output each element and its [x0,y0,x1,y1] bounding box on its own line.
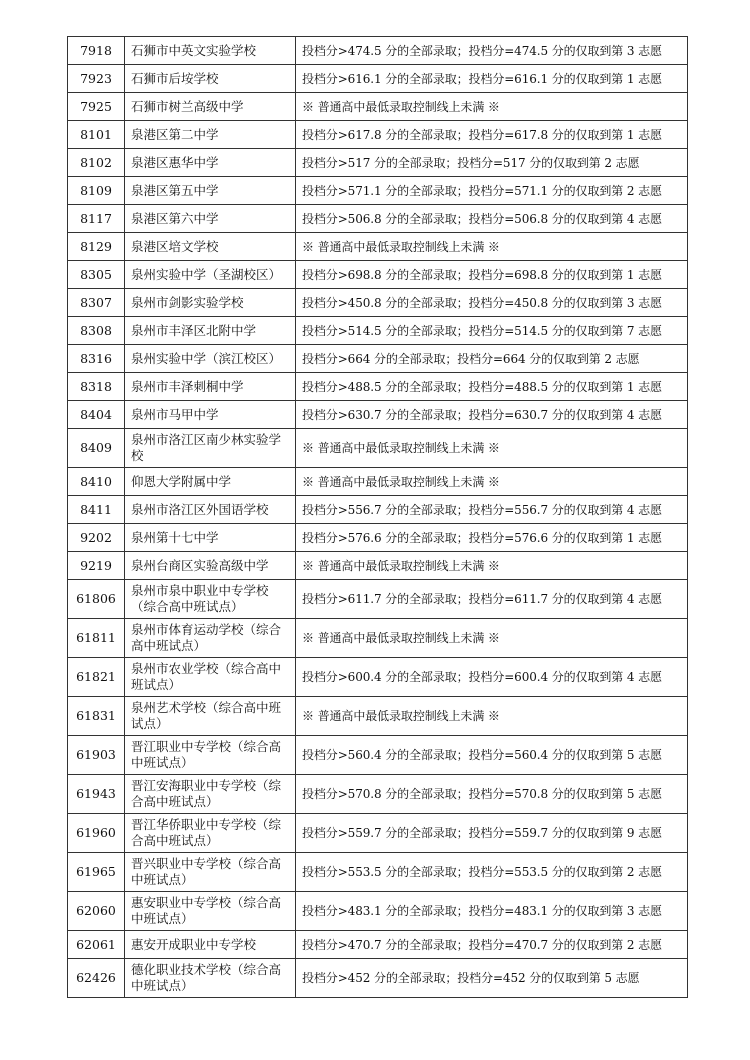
table-row [68,524,688,552]
school-name: 泉港区第六中学 [125,205,296,233]
school-name: 惠安职业中专学校（综合高中班试点） [125,892,296,931]
table-row [68,233,688,261]
school-name: 泉州实验中学（圣湖校区） [125,261,296,289]
table-row [68,317,688,345]
school-code: 8404 [68,401,125,429]
admission-rule: ※ 普通高中最低录取控制线上未满 ※ [296,619,688,658]
table-row [68,892,688,931]
admission-rule: 投档分>483.1 分的全部录取；投档分=483.1 分的仅取到第 3 志愿 [296,892,688,931]
school-code: 9202 [68,524,125,552]
table-row [68,736,688,775]
table-row [68,401,688,429]
school-name: 泉港区培文学校 [125,233,296,261]
table-row [68,697,688,736]
school-name: 石狮市中英文实验学校 [125,37,296,65]
table-row [68,814,688,853]
school-code: 61831 [68,697,125,736]
admission-rule: 投档分>600.4 分的全部录取；投档分=600.4 分的仅取到第 4 志愿 [296,658,688,697]
school-code: 61903 [68,736,125,775]
table-row [68,853,688,892]
school-name: 泉州市丰泽刺桐中学 [125,373,296,401]
school-code: 8109 [68,177,125,205]
table-row [68,37,688,65]
school-code: 8102 [68,149,125,177]
table-row [68,619,688,658]
admission-rule: 投档分>630.7 分的全部录取；投档分=630.7 分的仅取到第 4 志愿 [296,401,688,429]
school-name: 泉州市丰泽区北附中学 [125,317,296,345]
school-code: 9219 [68,552,125,580]
table-row [68,205,688,233]
school-code: 61965 [68,853,125,892]
table-row [68,580,688,619]
table-row [68,93,688,121]
table-row [68,177,688,205]
school-code: 62426 [68,959,125,998]
admission-rule: 投档分>664 分的全部录取；投档分=664 分的仅取到第 2 志愿 [296,345,688,373]
school-name: 泉港区惠华中学 [125,149,296,177]
admission-rule: 投档分>474.5 分的全部录取；投档分=474.5 分的仅取到第 3 志愿 [296,37,688,65]
admission-rule: ※ 普通高中最低录取控制线上未满 ※ [296,93,688,121]
school-code: 8308 [68,317,125,345]
school-code: 7918 [68,37,125,65]
admission-rule: 投档分>517 分的全部录取；投档分=517 分的仅取到第 2 志愿 [296,149,688,177]
admission-rule: ※ 普通高中最低录取控制线上未满 ※ [296,429,688,468]
school-name: 泉州市体育运动学校（综合高中班试点） [125,619,296,658]
admission-rule: 投档分>506.8 分的全部录取；投档分=506.8 分的仅取到第 4 志愿 [296,205,688,233]
school-name: 泉州市洛江区南少林实验学校 [125,429,296,468]
school-code: 8307 [68,289,125,317]
table-row [68,373,688,401]
admission-rule: 投档分>698.8 分的全部录取；投档分=698.8 分的仅取到第 1 志愿 [296,261,688,289]
school-code: 8316 [68,345,125,373]
school-code: 8318 [68,373,125,401]
admission-rule: 投档分>616.1 分的全部录取；投档分=616.1 分的仅取到第 1 志愿 [296,65,688,93]
table-row [68,261,688,289]
admission-rule: 投档分>559.7 分的全部录取；投档分=559.7 分的仅取到第 9 志愿 [296,814,688,853]
table-row [68,496,688,524]
admission-rule: 投档分>470.7 分的全部录取；投档分=470.7 分的仅取到第 2 志愿 [296,931,688,959]
admission-rule: 投档分>553.5 分的全部录取；投档分=553.5 分的仅取到第 2 志愿 [296,853,688,892]
admission-rule: 投档分>452 分的全部录取；投档分=452 分的仅取到第 5 志愿 [296,959,688,998]
admission-rule: 投档分>450.8 分的全部录取；投档分=450.8 分的仅取到第 3 志愿 [296,289,688,317]
school-code: 7923 [68,65,125,93]
school-name: 晋江华侨职业中专学校（综合高中班试点） [125,814,296,853]
table-row [68,429,688,468]
table-row [68,658,688,697]
school-code: 8305 [68,261,125,289]
school-name: 泉港区第二中学 [125,121,296,149]
admission-rule: ※ 普通高中最低录取控制线上未满 ※ [296,468,688,496]
school-name: 泉州艺术学校（综合高中班试点） [125,697,296,736]
school-name: 晋江安海职业中专学校（综合高中班试点） [125,775,296,814]
school-code: 8409 [68,429,125,468]
school-name: 惠安开成职业中专学校 [125,931,296,959]
school-name: 泉港区第五中学 [125,177,296,205]
admission-rule: 投档分>611.7 分的全部录取；投档分=611.7 分的仅取到第 4 志愿 [296,580,688,619]
school-code: 7925 [68,93,125,121]
school-code: 61821 [68,658,125,697]
table-row [68,65,688,93]
admission-rule: 投档分>570.8 分的全部录取；投档分=570.8 分的仅取到第 5 志愿 [296,775,688,814]
admission-rule: 投档分>617.8 分的全部录取；投档分=617.8 分的仅取到第 1 志愿 [296,121,688,149]
school-name: 石狮市后垵学校 [125,65,296,93]
table-row [68,149,688,177]
school-name: 晋兴职业中专学校（综合高中班试点） [125,853,296,892]
school-code: 8410 [68,468,125,496]
admission-rule: ※ 普通高中最低录取控制线上未满 ※ [296,697,688,736]
school-code: 61811 [68,619,125,658]
school-name: 德化职业技术学校（综合高中班试点） [125,959,296,998]
table-row [68,121,688,149]
school-name: 泉州市泉中职业中专学校（综合高中班试点） [125,580,296,619]
table-row [68,345,688,373]
admission-rule: ※ 普通高中最低录取控制线上未满 ※ [296,233,688,261]
admission-rule: 投档分>488.5 分的全部录取；投档分=488.5 分的仅取到第 1 志愿 [296,373,688,401]
school-code: 8117 [68,205,125,233]
school-name: 石狮市树兰高级中学 [125,93,296,121]
school-name: 泉州第十七中学 [125,524,296,552]
school-code: 8101 [68,121,125,149]
school-name: 泉州实验中学（滨江校区） [125,345,296,373]
school-name: 仰恩大学附属中学 [125,468,296,496]
admission-table [67,36,688,998]
school-name: 泉州市农业学校（综合高中班试点） [125,658,296,697]
table-row [68,552,688,580]
school-code: 61943 [68,775,125,814]
school-code: 61960 [68,814,125,853]
table-row [68,775,688,814]
school-code: 8129 [68,233,125,261]
school-code: 61806 [68,580,125,619]
school-name: 泉州市洛江区外国语学校 [125,496,296,524]
table-row [68,289,688,317]
school-name: 晋江职业中专学校（综合高中班试点） [125,736,296,775]
school-code: 8411 [68,496,125,524]
table-row [68,931,688,959]
admission-rule: 投档分>576.6 分的全部录取；投档分=576.6 分的仅取到第 1 志愿 [296,524,688,552]
admission-rule: 投档分>514.5 分的全部录取；投档分=514.5 分的仅取到第 7 志愿 [296,317,688,345]
school-code: 62060 [68,892,125,931]
admission-rule: 投档分>560.4 分的全部录取；投档分=560.4 分的仅取到第 5 志愿 [296,736,688,775]
admission-rule: 投档分>571.1 分的全部录取；投档分=571.1 分的仅取到第 2 志愿 [296,177,688,205]
admission-rule: ※ 普通高中最低录取控制线上未满 ※ [296,552,688,580]
school-code: 62061 [68,931,125,959]
school-name: 泉州市马甲中学 [125,401,296,429]
school-name: 泉州台商区实验高级中学 [125,552,296,580]
table-row [68,959,688,998]
school-name: 泉州市剑影实验学校 [125,289,296,317]
table-row [68,468,688,496]
admission-rule: 投档分>556.7 分的全部录取；投档分=556.7 分的仅取到第 4 志愿 [296,496,688,524]
